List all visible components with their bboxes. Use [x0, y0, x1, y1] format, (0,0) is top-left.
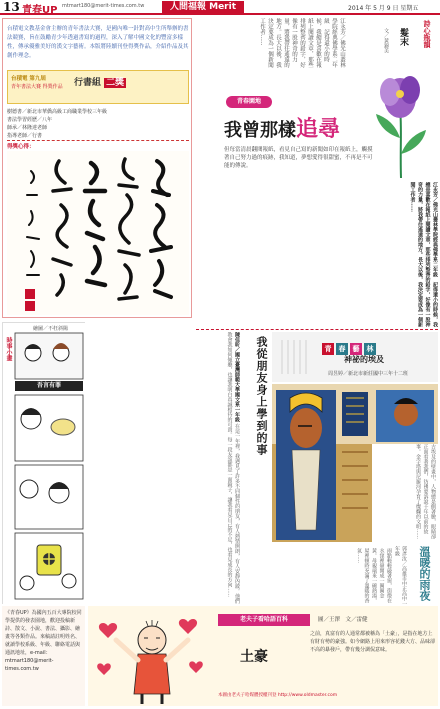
divider [7, 140, 189, 141]
calligraphy-artwork [7, 151, 189, 315]
egypt-body: 古埃及的壁畫中，人物總是側著臉，眼睛卻正面看著我們，彷彿要訴說千年以前的故事。金字塔與尼羅河孕育了燦爛的文明…… [415, 444, 436, 539]
divider [196, 329, 438, 330]
article-byline: 陳佳昕／國立臺灣師範大學國文系一年級 [234, 332, 240, 422]
egypt-credit: 周昱婷／新北市新莊國中三年十二班 [328, 371, 409, 377]
section-badge: 青春園地 [226, 96, 272, 108]
article-body: 在這一年裡，我遇見了許多不同個性的朋友，有人熱情開朗，有人安靜內斂。他們教會我如何傾聽，也讓我明白真誠相待的可貴。每一段友誼都是一面鏡子，讓我看見自己的不足，也看見成長的方向…… [226, 332, 240, 604]
award-title: 台積電 第九屆 [11, 76, 46, 82]
comic-column-label: 時事小畫 [5, 337, 12, 361]
proverb-explanation: 之前，真富有的人通常都被稱為「土豪」，是指在地方上有財有勢的豪強。如今網路上用來形容花錢大方、品味卻不高的暴發戶，帶有幾分調侃意味。 [310, 631, 436, 653]
article-body: 雨點輕輕敲著窗，街燈在水窪裡暈開成一圈圈金黃。母親端來一碗熱湯，屋裡頓時充滿了溫暖的香氣…… [356, 548, 392, 603]
award-intro-text: 台積電文教基金會主辦的青年書法大賽，是國內唯一針對高中生所舉辦的書法競賽，旨在鼓勵青少年透過書寫的過程，深入了解中國文化的豐富多樣性，傳承優雅美好的漢文字藝術。本版將陸續刊登得獎作品，介紹作品及其創作理念。 [7, 26, 189, 59]
newspaper-logo: 人間福報 Merit Times [162, 1, 244, 14]
headline-main: 我曾那樣 [223, 120, 296, 141]
submission-note [2, 606, 85, 706]
poem-title: 髮末 [398, 28, 408, 46]
credit-line: 書法學習經歷／八年 [7, 117, 53, 123]
egypt-art-section [272, 332, 438, 546]
page-header [0, 0, 440, 25]
proverb-term: 土豪 [240, 649, 268, 665]
issue-date: 2014 年 5 月 9 日 星期五 [348, 5, 419, 12]
column-tab: 青 [322, 343, 334, 355]
award-comment-label: 得獎心得： [7, 144, 35, 150]
proverb-column-tag: 老夫子看哈語百科 [218, 614, 310, 626]
calligraphy-section [2, 18, 192, 318]
page-number: 13 [3, 0, 20, 14]
column-label: 詩心瓶韻 [423, 20, 431, 48]
article-byline: 郭彥汝／高雄市中正高中一年級 [394, 546, 407, 606]
credit-line: 樹德書／新北市華僑高級工商職業學校三年級 [7, 109, 108, 115]
top-article-continued [196, 182, 438, 327]
proverb-section [88, 606, 438, 706]
rainy-night-article [272, 546, 438, 608]
proverb-license-note: 本圖由老夫子哈媒體授權刊登 http://www.oldmaster.com [218, 693, 338, 698]
award-box [7, 70, 189, 104]
article-deck: 但每當清晨翻閱報紙，看見自己寫的新聞如印在報紙上，觸摸著自己努力過的痕跡，我知道，夢想愛得很甜蜜，不再是不可能的傳說。 [224, 147, 373, 169]
old-master-cartoon [88, 606, 218, 706]
credit-line: 指導老師／行書 [7, 133, 43, 139]
egypt-column-tabs [322, 336, 378, 355]
article-headline [196, 112, 368, 143]
article-title: 溫暖的雨夜 [418, 546, 431, 601]
article-body: 江永芳／佛光山叢林學院經典佛學系二年級 記得還小的時候，我總是喜歡在報紙上閱讀文章，那些排列整齊的鉛字，好像有一股神奇的力量，將我帶往遙遠的地方。長大以後，我決定要成為一個新聞工作者…… [259, 18, 345, 68]
flower-illustration [366, 68, 436, 178]
column-tab: 春 [336, 343, 348, 355]
section-email: mtmart180@merit-times.com.tw [62, 3, 145, 9]
award-credits [7, 108, 189, 138]
column-tab: 林 [364, 343, 376, 355]
award-group [74, 75, 126, 88]
credit-line: 師承／林隆達老師 [7, 125, 48, 131]
comic-credit: 繪圖／不枉斜陽 [33, 326, 69, 332]
comic-strip [2, 322, 85, 604]
poem-author: 文／黃錦美 [383, 28, 389, 53]
friendship-article [88, 332, 240, 604]
award-rank: 二獎 [106, 78, 125, 88]
headline-highlight: 追尋 [295, 116, 340, 142]
article-byline: 江永芳／佛光山叢林學院經典佛學系二年級 記得還小的時候，我總是喜歡在報紙上閱讀文章，那些排列整齊的鉛字，好像有一股神奇的力量，將我帶往遙遠的地方。長大以後，我決定要成為一個新聞工作者…… [409, 182, 438, 327]
award-subtitle: 青年書法大賽 得獎作品 [11, 84, 63, 90]
proverb-credit: 圖／王澤 文／雷健 [318, 617, 368, 623]
award-group-name: 行書組 [74, 78, 102, 88]
top-article [196, 18, 438, 178]
egypt-title: 神祕的埃及 [344, 355, 384, 364]
comic-panels [3, 323, 86, 605]
comic-title: 吾言有罪 [15, 381, 83, 391]
friendship-title: 我從朋友身上學到的事 [255, 336, 268, 456]
submission-text: 《青春UP》為國內五百大專院校同學提供的發表園地，歡迎投稿新詩、散文、小說、書法、攝影、繪畫等各類作品。來稿請註明姓名、就讀學校系級、年級、聯絡電話與通訊地址，e-mail：mtmart180@merit-times.com.tw [5, 610, 82, 672]
section-title: 青春UP [22, 5, 58, 16]
column-tab: 藝 [350, 343, 362, 355]
